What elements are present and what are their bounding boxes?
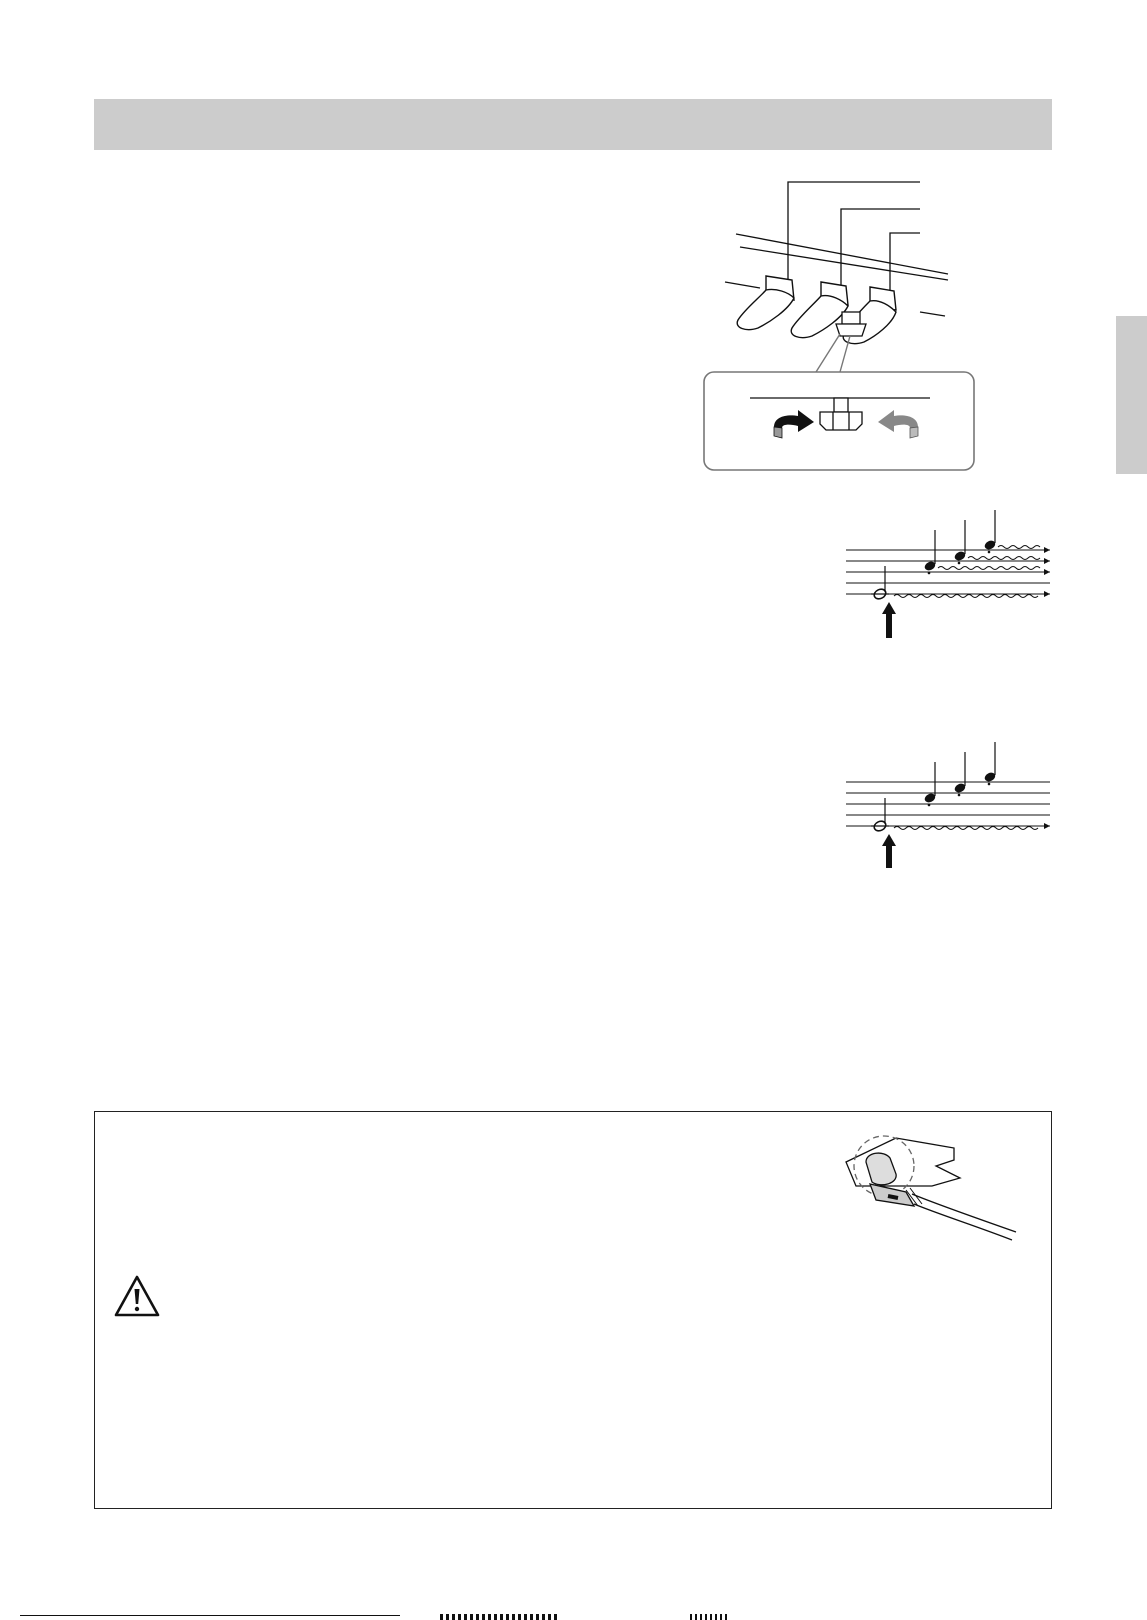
leader-line-middle <box>841 209 920 290</box>
section-header-bar <box>94 99 1052 150</box>
cable-connector-icon <box>846 1136 1016 1240</box>
side-index-tab <box>1116 316 1147 474</box>
pedal-press-arrow-icon <box>882 834 896 868</box>
note-icon <box>923 530 936 574</box>
staff-sustain-figure <box>840 510 1060 640</box>
note-icon <box>983 742 996 785</box>
pedal-press-arrow-icon <box>882 602 896 638</box>
warning-triangle-icon <box>112 1273 162 1319</box>
note-icon <box>923 762 936 806</box>
connector-illustration <box>836 1126 1026 1244</box>
sustain-wave-icon <box>894 827 1038 830</box>
leader-line-right <box>890 233 920 290</box>
note-icon <box>983 510 996 553</box>
staff-sostenuto-figure <box>840 740 1060 870</box>
pedal-illustration <box>690 172 990 482</box>
note-icon <box>953 752 966 796</box>
pedal-icon <box>737 276 794 330</box>
page-footer-strip <box>0 1612 1147 1620</box>
note-icon <box>953 520 966 564</box>
